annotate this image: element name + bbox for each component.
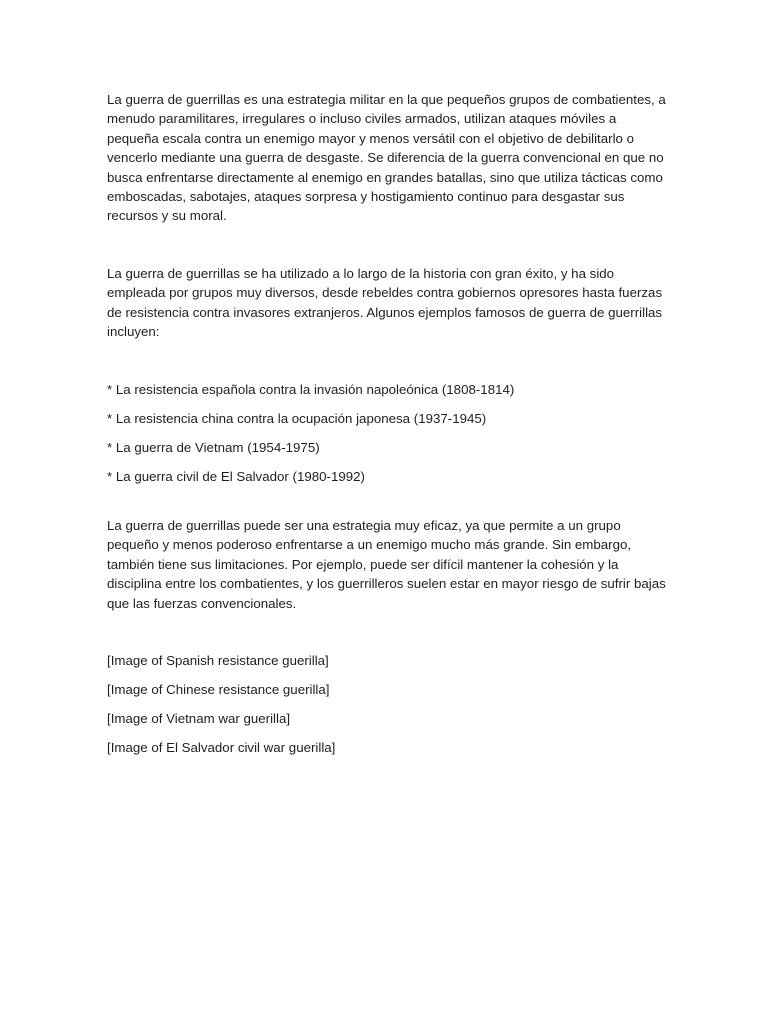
image-placeholder-vietnam: [Image of Vietnam war guerilla] — [107, 710, 291, 726]
list-item: * La resistencia china contra la ocupación japonesa (1937-1945) — [107, 411, 487, 427]
list-item: * La guerra civil de El Salvador (1980-1992) — [107, 469, 365, 485]
effectiveness-paragraph: La guerra de guerrillas puede ser una estrategia muy eficaz, ya que permite a un grupo pequeño y menos poderoso enfrentarse a un enemigo mucho más grande. Sin embargo, también tiene sus limitaciones. Por ejemplo, puede ser difícil mantener la cohesión y la disciplina entre los combatientes, y los guerrilleros suelen estar en mayor riesgo de sufrir bajas que las fuerzas convencionales. — [107, 517, 666, 611]
image-placeholder-chinese: [Image of Chinese resistance guerilla] — [107, 681, 330, 697]
document-body — [107, 90, 667, 767]
list-item: * La resistencia española contra la invasión napoleónica (1808-1814) — [107, 382, 515, 398]
image-placeholder-list — [107, 651, 667, 757]
image-placeholder-el-salvador: [Image of El Salvador civil war guerilla] — [107, 739, 336, 755]
intro-paragraph: La guerra de guerrillas es una estrategia militar en la que pequeños grupos de combatientes, a menudo paramilitares, irregulares o incluso civiles armados, utilizan ataques móviles a pequeña escala contra un enemigo mayor y menos versátil con el objetivo de debilitarlo o vencerlo mediante una guerra de desgaste. Se diferencia de la guerra convencional en que no busca enfrentarse directamente al enemigo en grandes batallas, sino que utiliza tácticas como emboscadas, sabotajes, ataques sorpresa y hostigamiento continuo para desgastar sus recursos y su moral. — [107, 92, 666, 224]
image-placeholder-spanish: [Image of Spanish resistance guerilla] — [107, 652, 329, 668]
examples-list — [107, 380, 667, 486]
list-item: * La guerra de Vietnam (1954-1975) — [107, 440, 320, 456]
history-paragraph: La guerra de guerrillas se ha utilizado a lo largo de la historia con gran éxito, y ha sido empleada por grupos muy diversos, desde rebeldes contra gobiernos opresores hasta fuerzas de resistencia contra invasores extranjeros. Algunos ejemplos famosos de guerra de guerrillas incluyen: — [107, 265, 663, 340]
